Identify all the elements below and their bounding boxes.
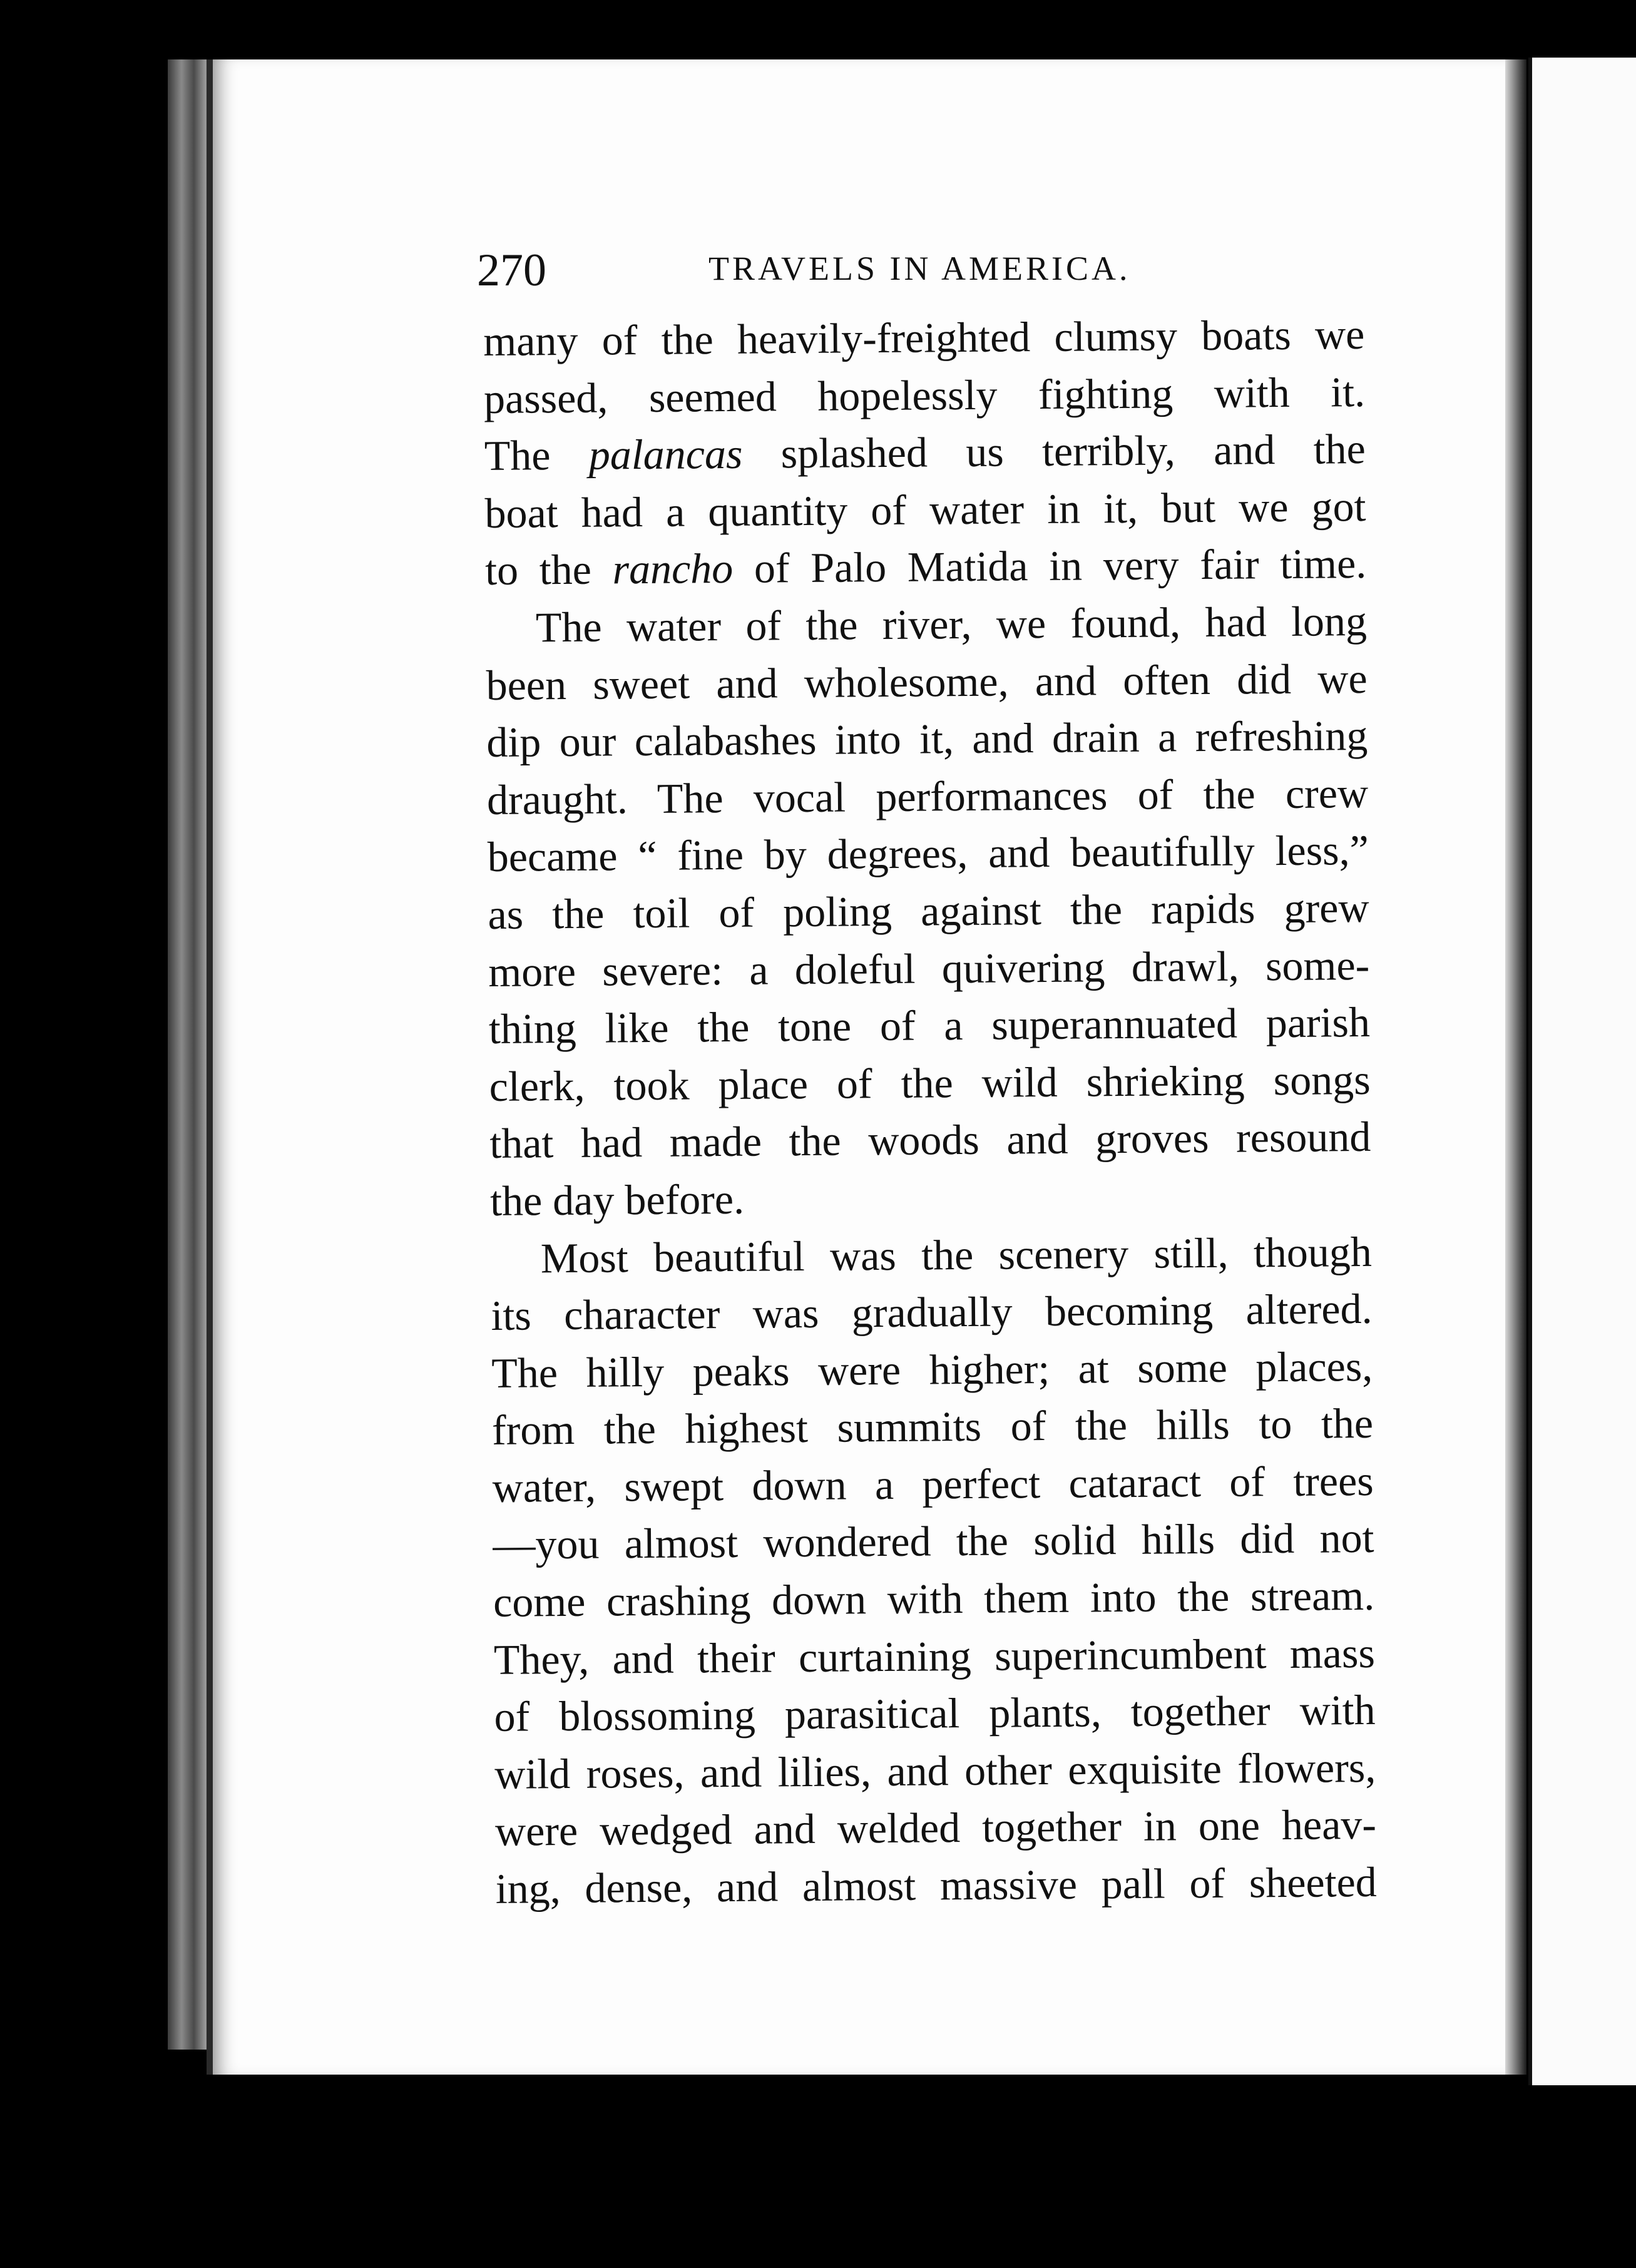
body-text — [483, 306, 1377, 1918]
text-line: draught. The vocal performances of the crew — [486, 769, 1369, 824]
text-line: became “ fine by degrees, and beautifully less,” — [487, 826, 1369, 881]
text-line: The hilly peaks were higher; at some places, — [491, 1342, 1373, 1397]
text-line: dip our calabashes into it, and drain a refreshing — [486, 712, 1368, 767]
text-line: of blossoming parasitical plants, together with — [494, 1686, 1376, 1741]
text-line: Most beautiful was the scenery still, though — [540, 1227, 1373, 1282]
text-line: been sweet and wholesome, and often did we — [486, 654, 1368, 709]
text-line: —you almost wondered the solid hills did not — [493, 1514, 1374, 1569]
italic-word: rancho — [612, 544, 734, 593]
text-line: were wedged and welded together in one heav- — [494, 1801, 1377, 1856]
italic-word: palancas — [588, 429, 743, 479]
text-line: its character was gradually becoming altered. — [491, 1284, 1373, 1340]
text-line: clerk, took place of the wild shrieking songs — [489, 1055, 1371, 1110]
page-number: 270 — [477, 245, 546, 296]
facing-page-edge — [1528, 58, 1636, 2085]
text-line: water, swept down a perfect cataract of trees — [492, 1456, 1374, 1511]
text-line: ing, dense, and almost massive pall of sheeted — [495, 1857, 1378, 1913]
text-line: many of the heavily-freighted clumsy boats we — [483, 310, 1365, 365]
text-line: boat had a quantity of water in it, but we got — [484, 482, 1366, 537]
text-line: come crashing down with them into the stream. — [493, 1571, 1375, 1626]
text-line: the day before. — [489, 1175, 745, 1225]
text-line: from the highest summits of the hills to the — [491, 1399, 1374, 1454]
book-gutter — [1505, 59, 1526, 2075]
running-header — [477, 238, 1384, 307]
text-line: passed, seemed hopelessly fighting with it. — [483, 367, 1366, 422]
running-title: TRAVELS IN AMERICA. — [708, 250, 1131, 287]
text-line: more severe: a doleful quivering drawl, some- — [488, 941, 1370, 996]
text-line: The water of the river, we found, had long — [535, 596, 1368, 651]
text-line: thing like the tone of a superannuated parish — [488, 998, 1371, 1053]
text-line: to the rancho of Palo Matida in very fair time. — [484, 539, 1367, 595]
text-line: wild roses, and lilies, and other exquisite flowers, — [494, 1743, 1376, 1798]
text-line: The palancas splashed us terribly, and the — [484, 425, 1366, 480]
text-line: as the toil of poling against the rapids grew — [488, 883, 1369, 938]
text-line: They, and their curtaining superincumbent mass — [493, 1628, 1376, 1683]
text-line: that had made the woods and groves resound — [489, 1113, 1371, 1168]
